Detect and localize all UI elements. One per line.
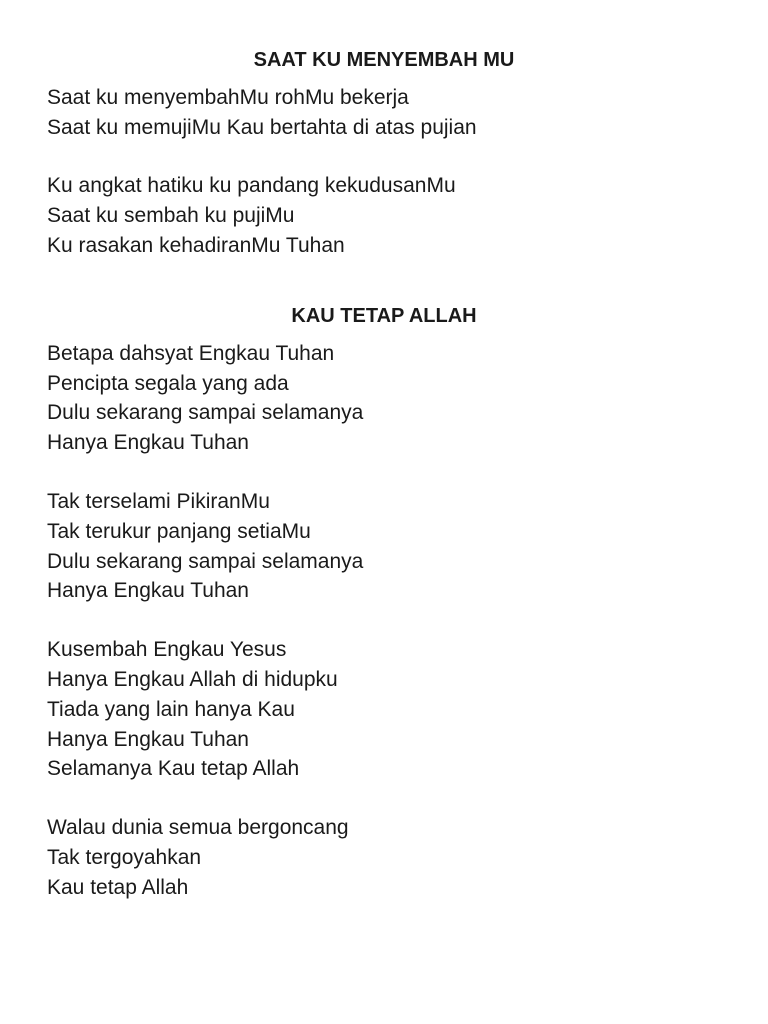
- lyric-line: Ku rasakan kehadiranMu Tuhan: [47, 233, 345, 257]
- lyric-line: Selamanya Kau tetap Allah: [47, 757, 300, 781]
- lyric-line: Kau tetap Allah: [47, 875, 189, 899]
- lyric-line: Hanya Engkau Tuhan: [47, 431, 249, 455]
- stanza: [47, 339, 727, 458]
- song-saat-ku-menyembah-mu: [47, 48, 727, 261]
- lyric-line: Tak terukur panjang setiaMu: [47, 519, 311, 543]
- stanza: [47, 171, 727, 260]
- lyric-line: Dulu sekarang sampai selamanya: [47, 401, 364, 425]
- song-kau-tetap-allah: [47, 304, 727, 902]
- lyric-line: Saat ku memujiMu Kau bertahta di atas pujian: [47, 115, 477, 139]
- lyric-line: Pencipta segala yang ada: [47, 371, 289, 395]
- lyric-line: Dulu sekarang sampai selamanya: [47, 549, 364, 573]
- lyric-line: Tiada yang lain hanya Kau: [47, 697, 295, 721]
- stanza: [47, 83, 727, 142]
- lyric-line: Saat ku sembah ku pujiMu: [47, 204, 295, 228]
- song-title: SAAT KU MENYEMBAH MU: [253, 49, 515, 71]
- lyric-line: Hanya Engkau Allah di hidupku: [47, 668, 338, 692]
- lyric-line: Walau dunia semua bergoncang: [47, 816, 349, 840]
- lyric-line: Tak terselami PikiranMu: [47, 490, 270, 514]
- stanza: [47, 487, 727, 606]
- stanza: [47, 635, 727, 784]
- lyric-line: Hanya Engkau Tuhan: [47, 727, 249, 751]
- stanza: [47, 813, 727, 902]
- song-title: KAU TETAP ALLAH: [291, 305, 477, 327]
- lyric-line: Saat ku menyembahMu rohMu bekerja: [47, 86, 409, 109]
- lyric-line: Kusembah Engkau Yesus: [47, 638, 287, 662]
- lyric-line: Betapa dahsyat Engkau Tuhan: [47, 342, 335, 365]
- lyric-line: Ku angkat hatiku ku pandang kekudusanMu: [47, 174, 456, 198]
- lyric-line: Hanya Engkau Tuhan: [47, 579, 249, 603]
- lyric-line: Tak tergoyahkan: [47, 846, 202, 870]
